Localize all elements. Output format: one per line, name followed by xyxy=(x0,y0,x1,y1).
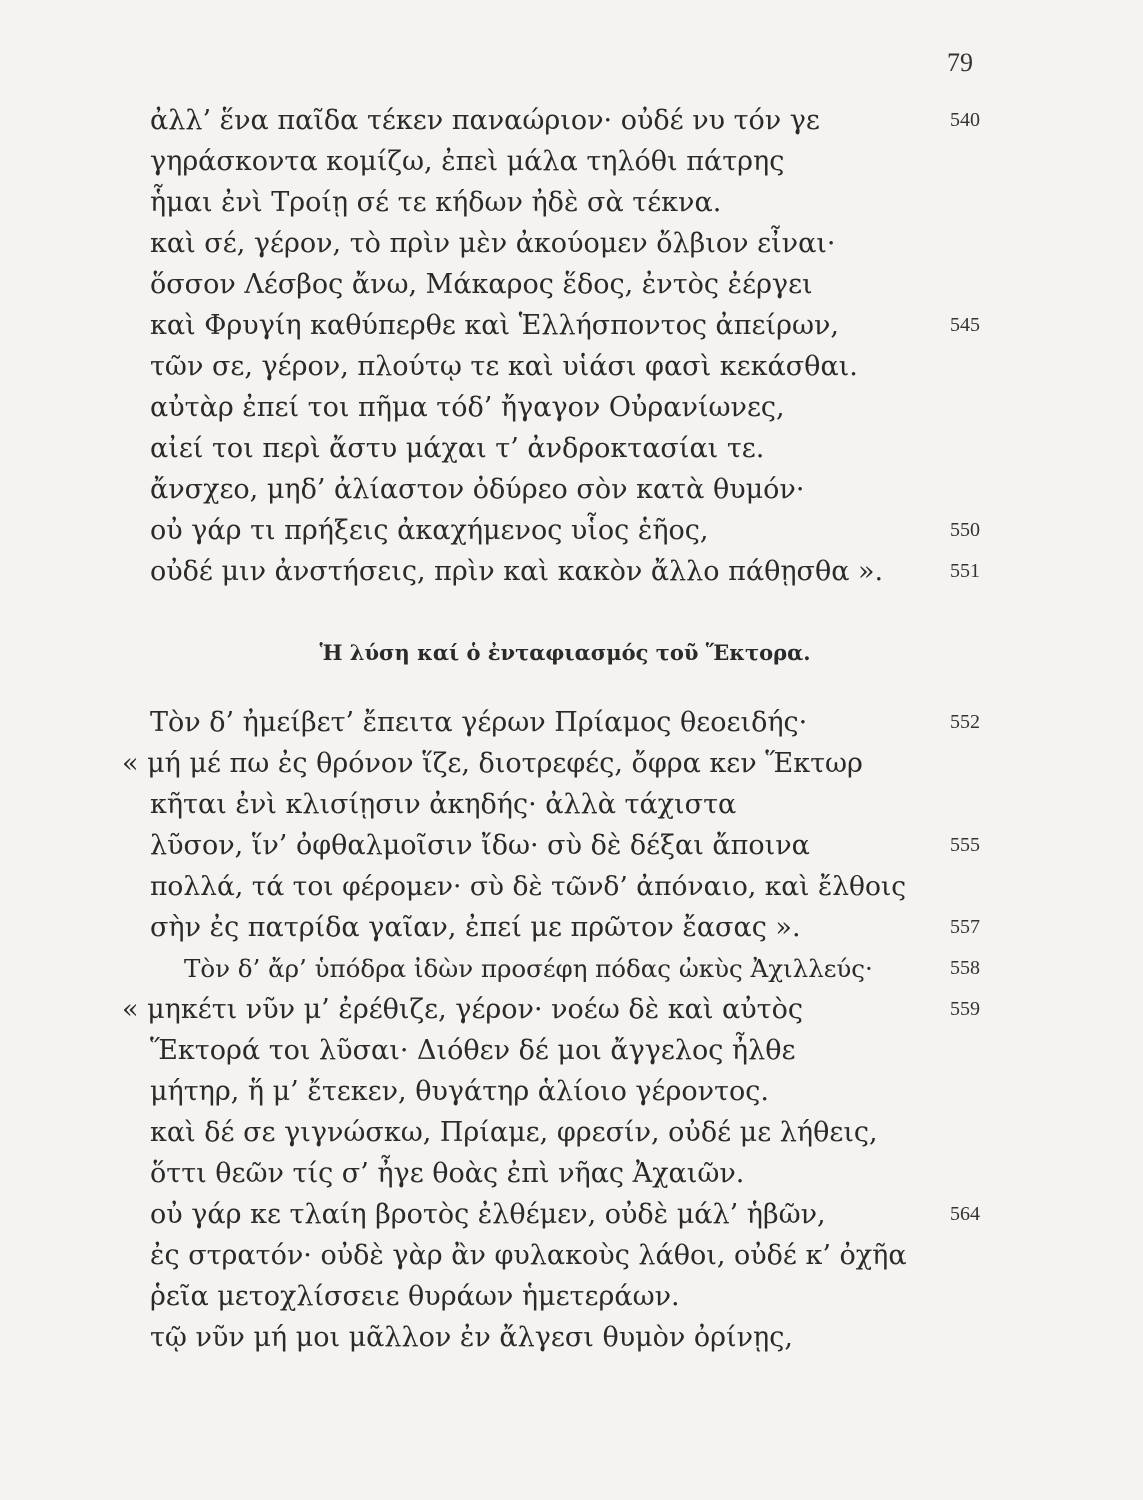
verse-text: ἀλλ’ ἕνα παῖδα τέκεν παναώριον· οὐδέ νυ τόν γε xyxy=(150,105,820,136)
verse-text: λῦσον, ἵν’ ὀφθαλμοῖσιν ἴδω· σὺ δὲ δέξαι ἄποινα xyxy=(150,830,810,861)
verse-text: οὐδέ μιν ἀνστήσεις, πρὶν καὶ κακὸν ἄλλο πάθῃσθα ». xyxy=(150,556,884,587)
verse-text: Ἕκτορά τοι λῦσαι· Διόθεν δέ μοι ἄγγελος ἦλθε xyxy=(150,1035,796,1066)
verse-text: οὐ γάρ τι πρήξεις ἀκαχήμενος υἷος ἑῆος, xyxy=(150,515,709,546)
verse-line xyxy=(150,1030,980,1071)
verse-line xyxy=(150,1235,980,1276)
verse-line xyxy=(150,1194,980,1235)
verse-text: ῥεῖα μετοχλίσσειε θυράων ἡμετεράων. xyxy=(150,1281,680,1312)
verse-text: αἰεί τοι περὶ ἄστυ μάχαι τ’ ἀνδροκτασίαι τε. xyxy=(150,433,765,464)
verse-text: ἄνσχεο, μηδ’ ἀλίαστον ὀδύρεο σὸν κατὰ θυμόν· xyxy=(150,474,805,505)
page-number: 79 xyxy=(947,48,973,77)
section-heading xyxy=(0,640,1143,665)
verse-block-2 xyxy=(122,702,980,1358)
verse-text: καὶ δέ σε γιγνώσκω, Πρίαμε, φρεσίν, οὐδέ με λήθεις, xyxy=(150,1117,878,1148)
verse-text: αὐτὰρ ἐπεί τοι πῆμα τόδ’ ἤγαγον Οὐρανίωνες, xyxy=(150,392,785,423)
line-number: 557 xyxy=(950,916,980,938)
verse-line xyxy=(150,825,980,866)
verse-line xyxy=(150,182,980,223)
verse-line xyxy=(150,948,980,989)
verse-line xyxy=(150,907,980,948)
verse-text: πολλά, τά τοι φέρομεν· σὺ δὲ τῶνδ’ ἀπόναιο, καὶ ἔλθοις xyxy=(150,871,907,902)
line-number: 551 xyxy=(950,560,980,582)
verse-text: Τὸν δ’ ἠμείβετ’ ἔπειτα γέρων Πρίαμος θεοειδής· xyxy=(150,707,808,738)
verse-text: σὴν ἐς πατρίδα γαῖαν, ἐπεί με πρῶτον ἔασας ». xyxy=(150,912,801,943)
line-number: 550 xyxy=(950,519,980,541)
verse-text: καὶ Φρυγίη καθύπερθε καὶ Ἑλλήσποντος ἀπείρων, xyxy=(150,310,839,341)
verse-line xyxy=(150,1153,980,1194)
verse-line xyxy=(150,784,980,825)
verse-text: κῆται ἐνὶ κλισίῃσιν ἀκηδής· ἀλλὰ τάχιστα xyxy=(150,789,737,820)
line-number: 564 xyxy=(950,1203,980,1225)
verse-line xyxy=(150,510,980,551)
verse-text: μήτηρ, ἥ μ’ ἔτεκεν, θυγάτηρ ἁλίοιο γέροντος. xyxy=(150,1076,769,1107)
line-number: 558 xyxy=(950,957,980,979)
verse-line xyxy=(150,1071,980,1112)
verse-line xyxy=(150,305,980,346)
verse-line xyxy=(150,223,980,264)
verse-line xyxy=(150,1317,980,1358)
verse-text: τῷ νῦν μή μοι μᾶλλον ἐν ἄλγεσι θυμὸν ὀρίνῃς, xyxy=(150,1322,793,1353)
verse-text: « μηκέτι νῦν μ’ ἐρέθιζε, γέρον· νοέω δὲ καὶ αὐτὸς xyxy=(122,994,803,1025)
verse-line xyxy=(150,387,980,428)
line-number: 552 xyxy=(950,711,980,733)
line-number: 559 xyxy=(950,998,980,1020)
verse-line xyxy=(150,1112,980,1153)
verse-text: καὶ σέ, γέρον, τὸ πρὶν μὲν ἀκούομεν ὄλβιον εἶναι· xyxy=(150,228,836,259)
verse-line xyxy=(150,428,980,469)
verse-line xyxy=(150,264,980,305)
verse-text: « μή μέ πω ἐς θρόνον ἵζε, διοτρεφές, ὄφρα κεν Ἕκτωρ xyxy=(122,748,863,779)
verse-text: τῶν σε, γέρον, πλούτῳ τε καὶ υἱάσι φασὶ κεκάσθαι. xyxy=(150,351,858,382)
line-number: 555 xyxy=(950,834,980,856)
verse-text: ἐς στρατόν· οὐδὲ γὰρ ἂν φυλακοὺς λάθοι, οὐδέ κ’ ὀχῆα xyxy=(150,1240,907,1271)
verse-text: γηράσκοντα κομίζω, ἐπεὶ μάλα τηλόθι πάτρης xyxy=(150,146,785,177)
verse-line xyxy=(150,100,980,141)
verse-line xyxy=(150,551,980,592)
verse-line xyxy=(150,1276,980,1317)
verse-text: Τὸν δ’ ἄρ’ ὑπόδρα ἰδὼν προσέφη πόδας ὠκὺς Ἀχιλλεύς· xyxy=(184,954,873,983)
verse-line xyxy=(150,702,980,743)
line-number: 540 xyxy=(950,109,980,131)
line-number: 545 xyxy=(950,314,980,336)
verse-block-1 xyxy=(150,100,980,592)
verse-text: οὐ γάρ κε τλαίη βροτὸς ἐλθέμεν, οὐδὲ μάλ’ ἡβῶν, xyxy=(150,1199,826,1230)
verse-line xyxy=(150,469,980,510)
section-heading-text: Ἡ λύση καί ὁ ἐνταφιασμός τοῦ Ἕκτορα. xyxy=(319,640,811,665)
verse-text: ὅττι θεῶν τίς σ’ ἦγε θοὰς ἐπὶ νῆας Ἀχαιῶν. xyxy=(150,1158,745,1189)
verse-text: ὅσσον Λέσβος ἄνω, Μάκαρος ἕδος, ἐντὸς ἐέργει xyxy=(150,269,813,300)
verse-text: ἧμαι ἐνὶ Τροίῃ σέ τε κήδων ἠδὲ σὰ τέκνα. xyxy=(150,187,722,218)
verse-line xyxy=(122,989,980,1030)
verse-line xyxy=(122,743,980,784)
verse-line xyxy=(150,866,980,907)
verse-line xyxy=(150,141,980,182)
verse-line xyxy=(150,346,980,387)
